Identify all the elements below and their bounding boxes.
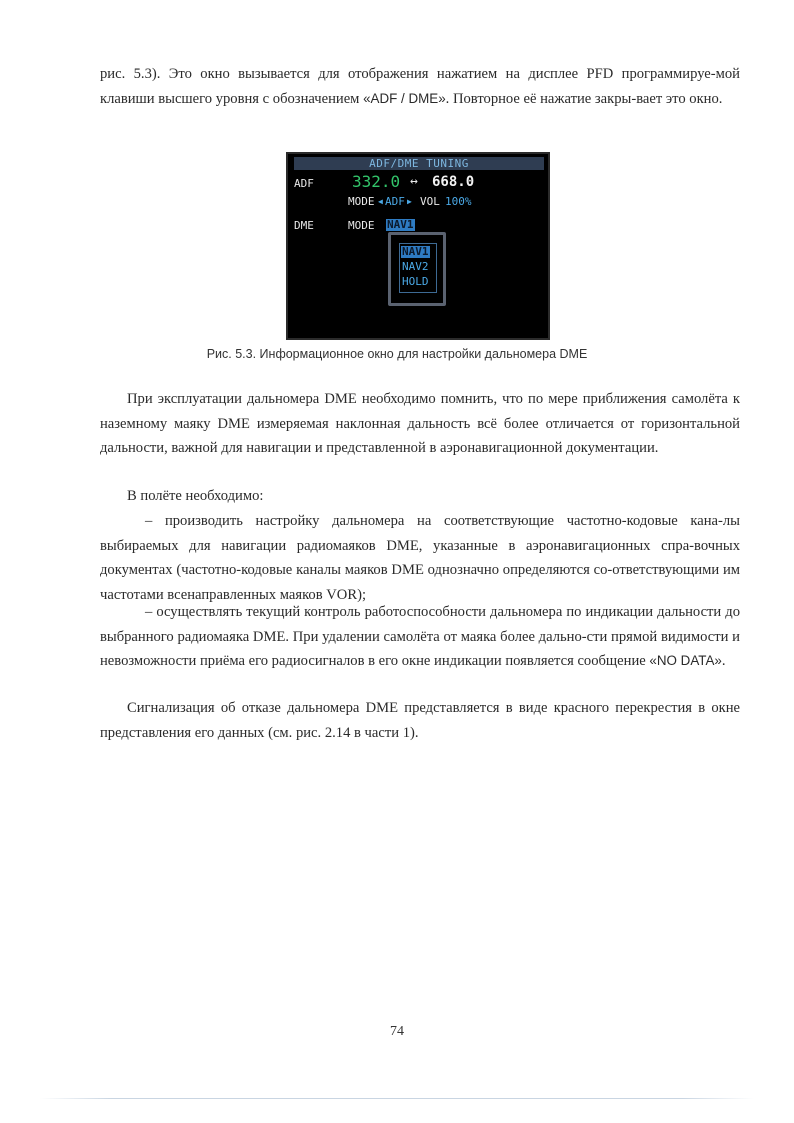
list-item-monitoring [100,600,740,674]
list-item-tuning: – производить настройку дальномера на соответствующие частотно-кодовые кана-лы выбираемых для навигации радиомаяков DME, указанные в аэронавигационных спра-вочных документах (частотно-кодовые каналы маяков DME однозначно определяются со-ответствующими им частотами всенаправленных маяков VOR); [100,513,740,603]
dme-mode-selected[interactable]: NAV1 [387,218,414,231]
adf-dme-tuning-window [286,152,550,340]
page-number: 74 [390,1024,404,1039]
paragraph-intro-text-b: . Повторное её нажатие закры-вает это окно. [445,90,723,107]
paragraph-intro [100,62,740,111]
list-item-monitoring-text-a: – осуществлять текущий контроль работоспособности дальномера по индикации дальности до выбранного радиомаяка DME. При удалении самолёта от маяка более дально-сти прямой видимости и невозможности приёма его радиосигналов в его окне индикации появляется сообщение [100,604,740,669]
paragraph-intro-text-a: рис. 5.3). Это окно вызывается для отображения нажатием на дисплее PFD программируе-мой клавиши высшего уровня с обозначением [100,66,740,107]
popup-option-nav1[interactable]: NAV1 [402,245,429,258]
paragraph-in-flight: В полёте необходимо: [127,488,264,504]
dme-mode-popup [388,232,446,306]
dme-mode-label: MODE [348,219,375,232]
adf-standby-frequency[interactable]: 668.0 [432,174,475,190]
adf-label: ADF [294,177,314,190]
adf-active-frequency[interactable]: 332.0 [352,172,401,191]
dme-mode-popup-list [399,243,437,293]
vol-label: VOL [420,195,440,208]
paragraph-failure: Сигнализация об отказе дальномера DME представляется в виде красного перекрестия в окне представления его данных (см. рис. 2.14 в части 1). [100,700,740,741]
list-item-monitoring-text-b: . [721,653,726,669]
popup-option-nav2[interactable]: NAV2 [402,260,429,273]
window-title: ADF/DME TUNING [294,157,544,170]
swap-arrow-icon[interactable]: ↔ [410,174,418,189]
right-triangle-icon[interactable]: ▶ [407,197,412,206]
figure-caption: Рис. 5.3. Информационное окно для настройки дальномера DME [206,347,588,361]
paragraph-slant-range: При эксплуатации дальномера DME необходимо помнить, что по мере приближения самолёта к наземному маяку DME измеряемая наклонная дальность всё более отличается от горизонтальной дальности, важной для навигации и представленной в аэронавигационной документации. [100,391,740,456]
vol-value[interactable]: 100% [445,195,472,208]
adf-mode-value[interactable]: ADF [385,195,405,208]
popup-option-hold[interactable]: HOLD [402,275,429,288]
scan-edge-line [40,1098,754,1099]
no-data-message: «NO DATA» [649,653,722,668]
left-triangle-icon[interactable]: ◀ [378,197,383,206]
dme-label: DME [294,219,314,232]
adf-mode-label: MODE [348,195,375,208]
adf-dme-key-label: «ADF / DME» [363,90,446,106]
